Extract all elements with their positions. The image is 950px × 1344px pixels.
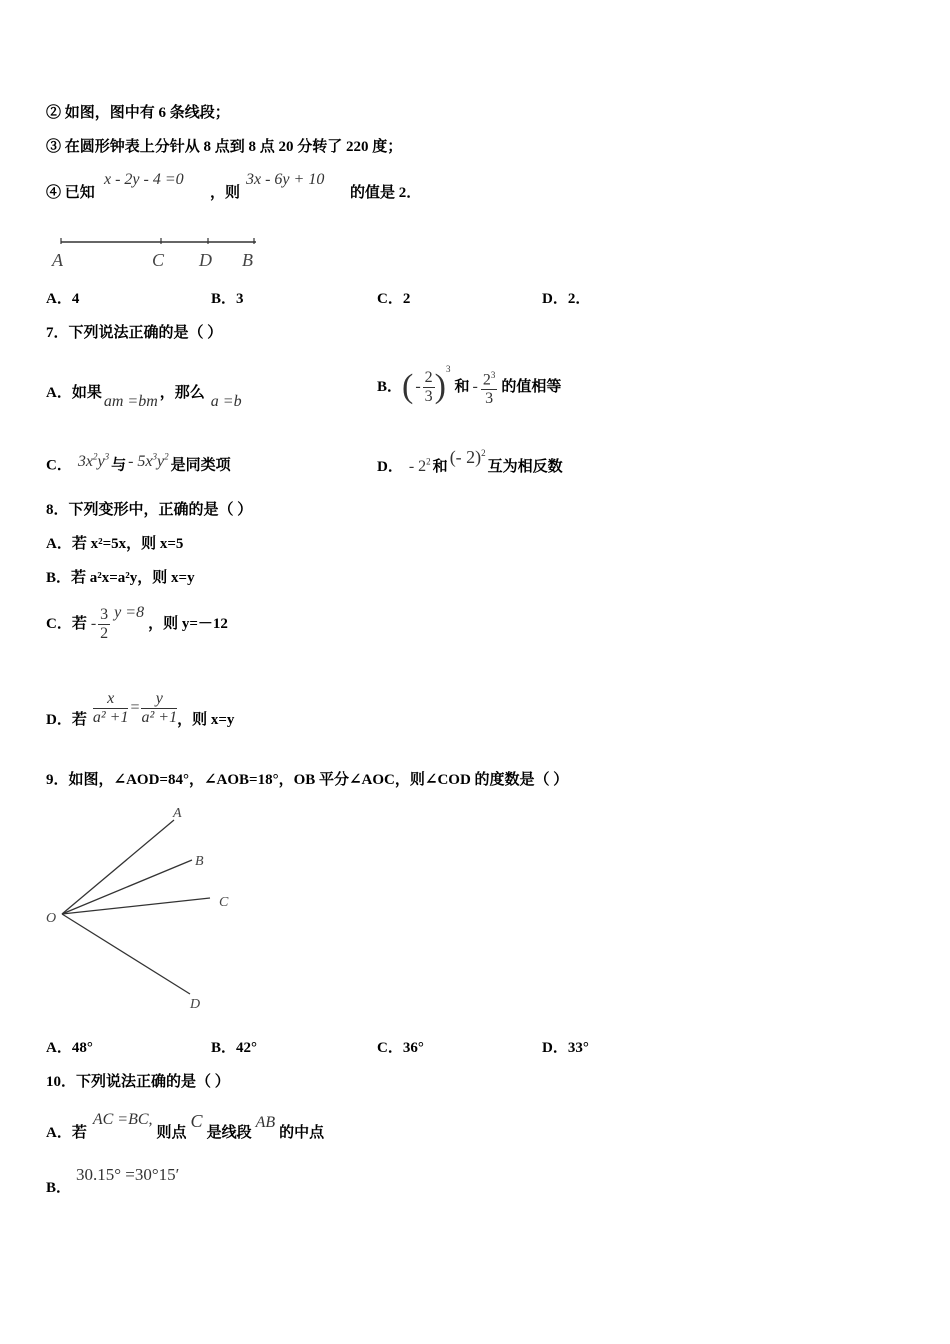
q10-a-math-3: AB xyxy=(255,1114,276,1131)
point-label-b: B xyxy=(242,250,253,270)
q6-statement-2: ② 如图，图中有 6 条线段； xyxy=(46,105,230,121)
ray-label-b: B xyxy=(195,854,204,869)
ray-label-d: D xyxy=(190,997,201,1012)
q7-d-math-2: (- 2)$^2$ xyxy=(449,447,486,467)
q8-option-b[interactable]: B．若 a²x=a²y，则 x=y xyxy=(46,570,195,586)
q6-statement-3: ③ 在圆形钟表上分针从 8 点到 8 点 20 分转了 220 度； xyxy=(46,139,403,155)
q10-stem: 10．下列说法正确的是（ ） xyxy=(46,1074,230,1090)
q7-d-prefix: D． xyxy=(377,459,403,475)
ray-ob xyxy=(62,860,192,914)
q7-a-math-2: a =b xyxy=(210,393,242,410)
q7-c-math-2: - $5x^3y^2$ xyxy=(128,452,169,471)
q10-a-prefix: A．若 xyxy=(46,1125,87,1141)
q9-stem: 9．如图，∠AOD=84°，∠AOB=18°，OB 平分∠AOC，则∠COD 的度数是（ ） xyxy=(46,772,569,788)
q8-c-math: y =8 xyxy=(114,604,145,621)
q7-d-math-1: - $2^2$ xyxy=(408,456,431,475)
q10-b-math: 30.15° =30°15′ xyxy=(76,1165,180,1184)
q7-c-prefix: C． xyxy=(46,457,72,474)
q7-stem: 7．下列说法正确的是（ ） xyxy=(46,325,223,341)
q8-option-c[interactable]: C．若 - $\frac{3}{2}$ y =8 ，则 y=－12 xyxy=(46,604,228,642)
q8-c-fraction: $\frac{3}{2}$ xyxy=(100,605,109,642)
q7-b-suffix: 的值相等 xyxy=(501,378,562,395)
q6-option-d[interactable]: D．2． xyxy=(542,291,591,307)
ray-label-c: C xyxy=(219,895,229,910)
q9-option-d[interactable]: D．33° xyxy=(542,1040,589,1056)
q9-option-a[interactable]: A．48° xyxy=(46,1040,93,1056)
q6-statement-4-prefix: ④ 已知 xyxy=(46,185,95,201)
q10-a-suffix: 的中点 xyxy=(279,1125,325,1141)
q8-c-suffix: ，则 y=－12 xyxy=(148,615,228,632)
q8-d-fraction-2: $\frac{y}{\text{a² +1}}$ xyxy=(141,689,178,726)
q6-statement-4-suffix: 的值是 2． xyxy=(350,185,422,201)
q7-a-mid: ，那么 xyxy=(159,385,205,401)
q6-option-a[interactable]: A．4 xyxy=(46,291,80,307)
q9-option-b[interactable]: B．42° xyxy=(211,1040,258,1056)
q9-option-c[interactable]: C．36° xyxy=(377,1040,424,1056)
q6-option-b[interactable]: B．3 xyxy=(211,291,244,307)
q7-b-fraction-1: $\frac{2}{3}$ xyxy=(424,368,433,405)
q8-d-prefix: D．若 xyxy=(46,711,87,728)
line-segment-figure xyxy=(46,232,276,274)
q8-c-prefix: C．若 xyxy=(46,615,87,632)
point-label-a: A xyxy=(52,250,63,270)
q7-option-a[interactable] xyxy=(46,385,242,410)
q10-a-math-1: AC =BC, xyxy=(92,1111,153,1128)
q8-option-d[interactable]: D．若 $\frac{x}{\text{a² +1}}$ = $\frac{y}{\text{a² +1}}$ ，则 x=y xyxy=(46,689,235,728)
q7-d-mid: 和 xyxy=(432,459,448,475)
q6-option-c[interactable]: C．2 xyxy=(377,291,411,307)
q6-statement-4-mid: ，则 xyxy=(210,185,241,201)
q8-d-suffix: ，则 x=y xyxy=(177,711,235,728)
point-label-d: D xyxy=(199,250,212,270)
q10-a-mid: 则点 xyxy=(156,1125,187,1141)
ray-oa xyxy=(62,820,174,914)
q7-d-suffix: 互为相反数 xyxy=(487,459,563,475)
q6-equation-1: x - 2y - 4 =0 xyxy=(104,171,184,188)
q7-c-suffix: 是同类项 xyxy=(170,457,231,474)
q6-equation-2: 3x - 6y + 10 xyxy=(246,171,325,188)
angle-figure xyxy=(40,802,250,1014)
q8-option-a[interactable]: A．若 x²=5x，则 x=5 xyxy=(46,536,184,552)
q10-a-mid-2: 是线段 xyxy=(206,1125,252,1141)
q7-a-math-1: am =bm xyxy=(103,393,158,410)
q7-c-mid: 与 xyxy=(111,457,127,474)
ray-label-a: A xyxy=(173,806,182,821)
q7-a-prefix: A．如果 xyxy=(46,385,102,401)
q7-c-math-1: $3x^2y^3$ xyxy=(77,452,110,471)
q7-b-prefix: B． xyxy=(377,378,403,395)
point-label-c: C xyxy=(152,250,165,270)
q7-option-c[interactable] xyxy=(46,452,231,474)
q7-option-d[interactable] xyxy=(377,447,563,475)
q8-stem: 8．下列变形中，正确的是（ ） xyxy=(46,502,253,518)
q10-option-b-prefix[interactable]: B． xyxy=(46,1180,72,1196)
q8-d-fraction-1: $\frac{x}{\text{a² +1}}$ xyxy=(92,689,129,726)
ray-oc xyxy=(62,898,210,914)
ray-od xyxy=(62,914,190,994)
q10-option-a[interactable] xyxy=(46,1111,325,1141)
vertex-label-o: O xyxy=(46,911,57,926)
q10-a-math-2: C xyxy=(190,1111,203,1131)
q7-b-mid: 和 xyxy=(454,378,470,395)
q7-b-fraction-2: $\frac{2^3}{3}$ xyxy=(481,366,498,408)
q7-option-b[interactable]: B． ( - $\frac{2}{3}$ ) $^3$ 和 - $\frac{2^3}{3}$ 的值相等 xyxy=(377,363,562,408)
